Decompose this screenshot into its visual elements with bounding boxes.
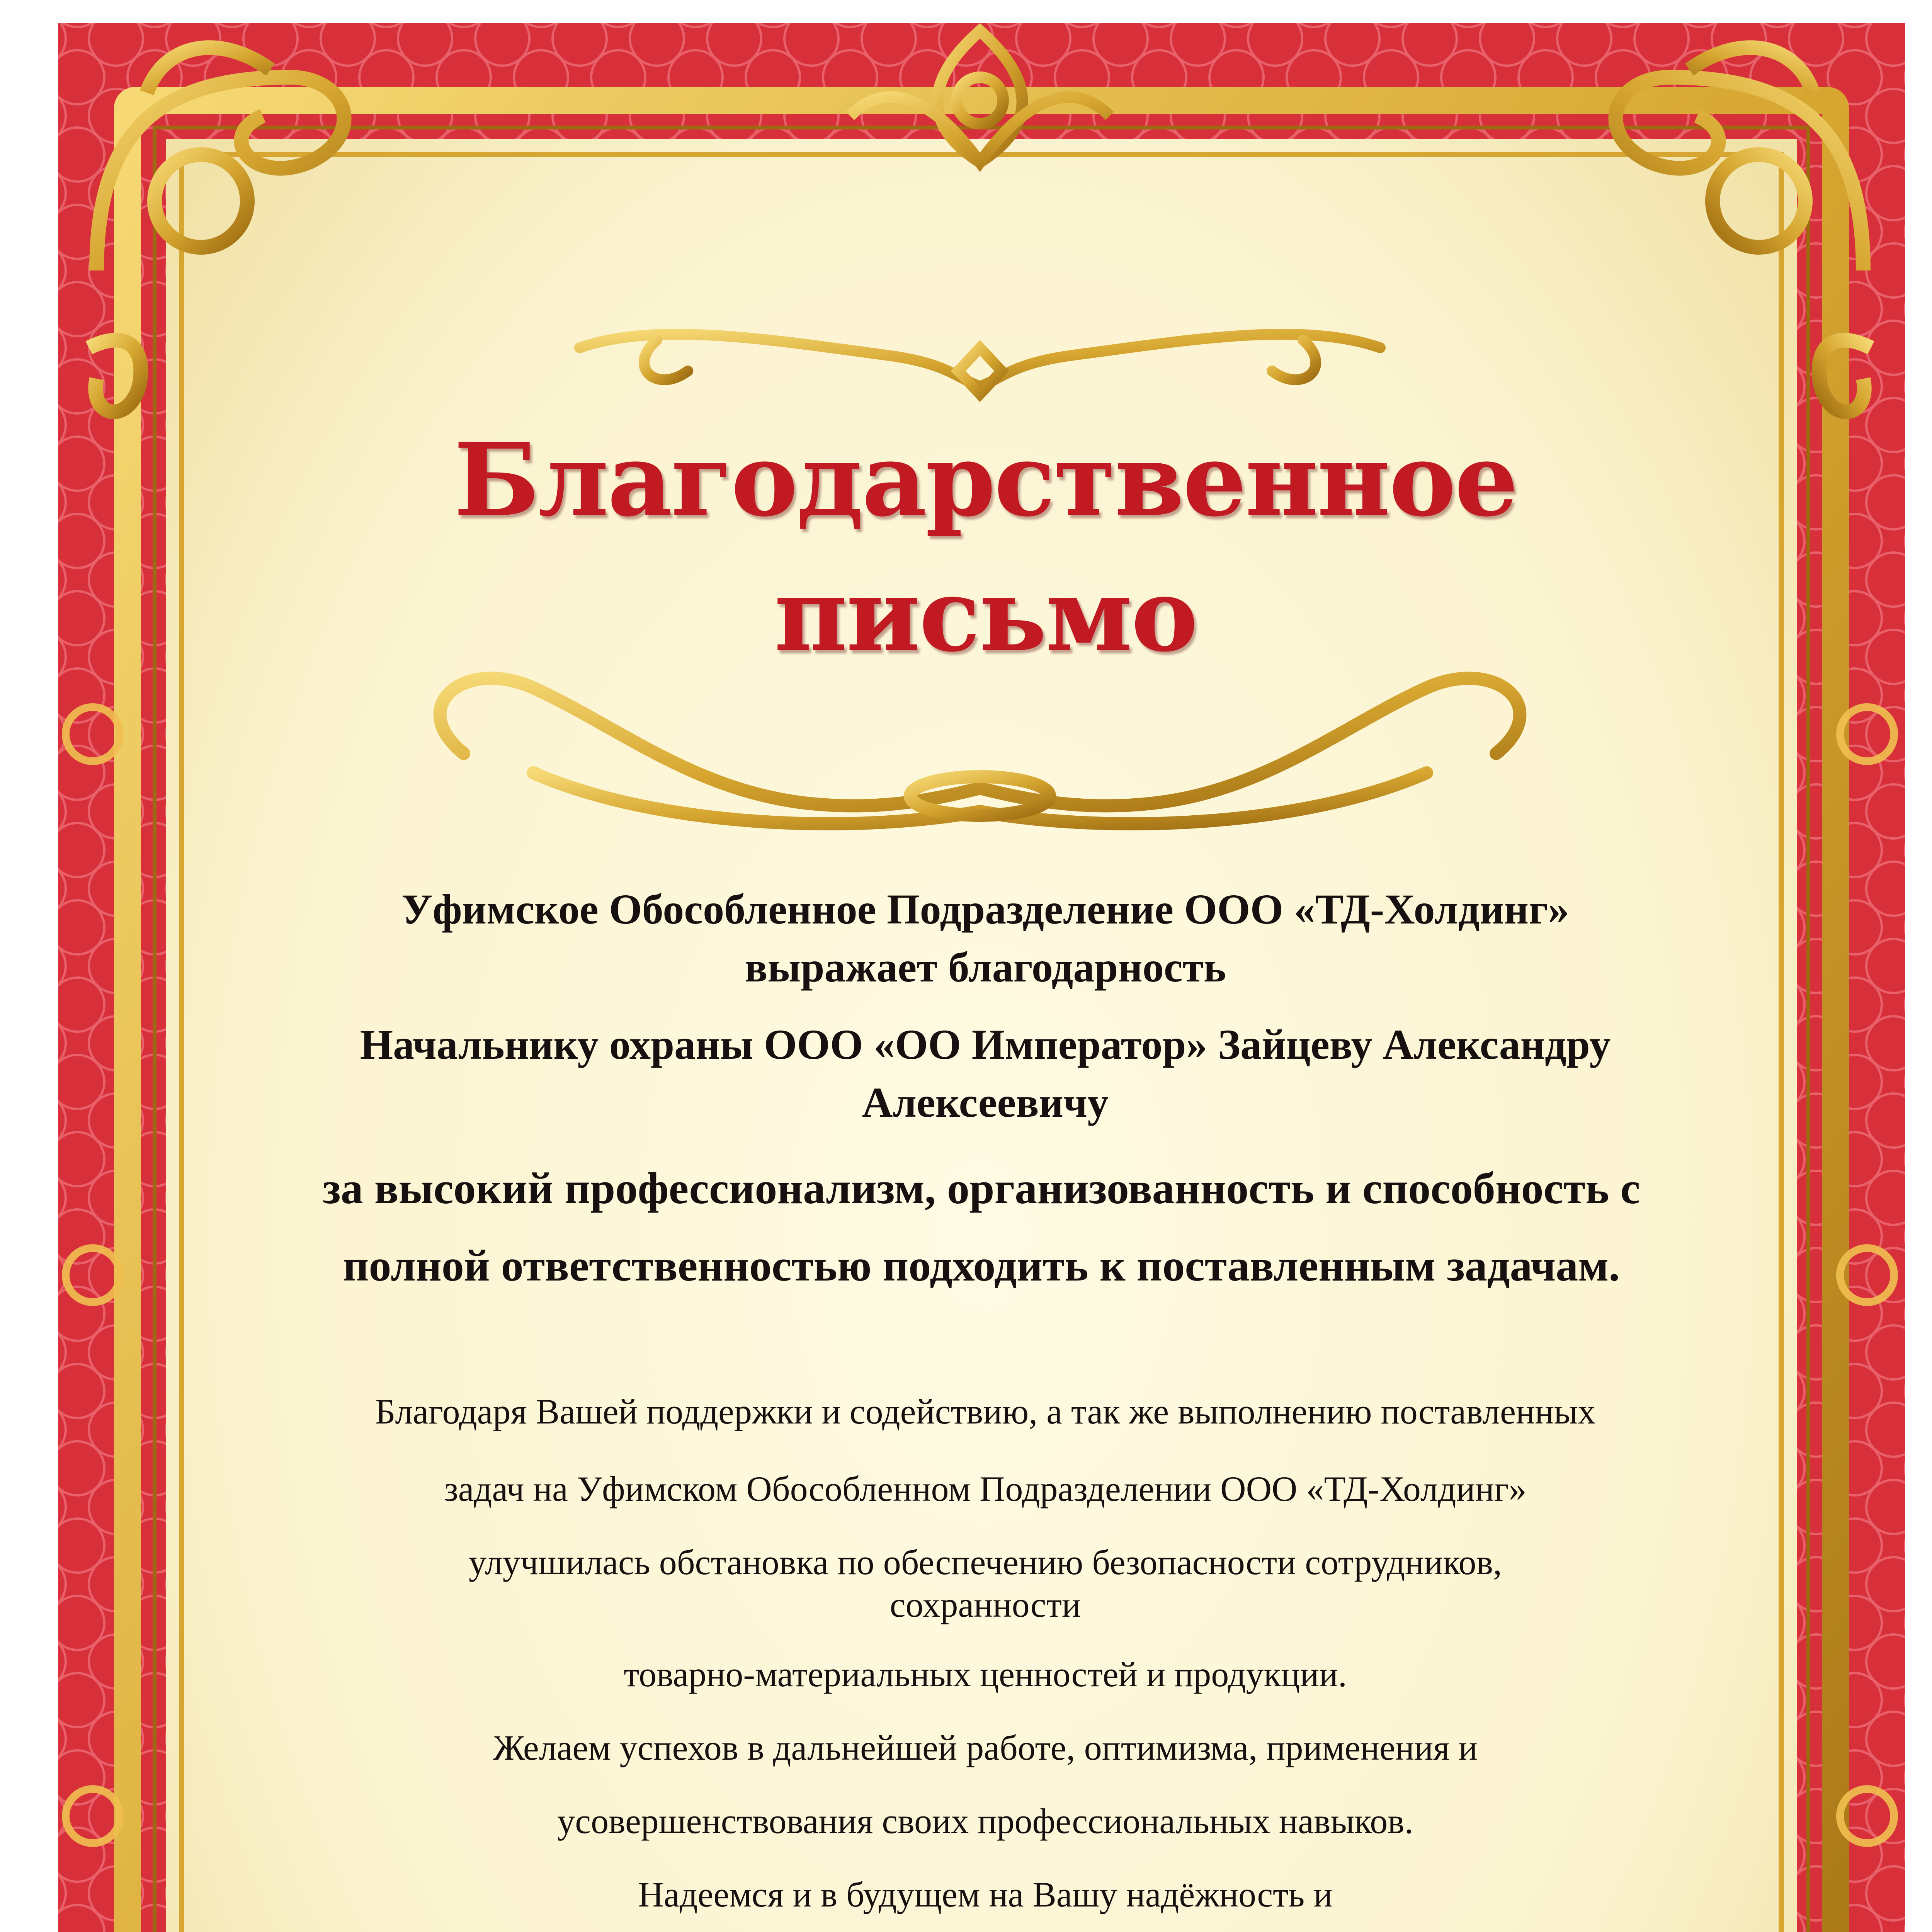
title-line2: письмо — [774, 556, 1197, 674]
recipient-line2: Алексеевичу — [862, 1079, 1109, 1126]
body-line-5: товарно-материальных ценностей и продукции. — [624, 1655, 1347, 1694]
title-line1: Благодарственное — [454, 421, 1517, 539]
recipient-line1: Начальнику охраны ООО «ОО Император» Зайцеву Александру — [360, 1021, 1611, 1068]
reason-line2: полной ответственностью подходить к поставленным задачам. — [343, 1241, 1620, 1291]
body-line-7: усовершенствования своих профессиональных навыков. — [557, 1801, 1413, 1841]
body-line-3: улучшилась обстановка по обеспечению безопасности сотрудников, — [469, 1543, 1502, 1582]
body-line-8: Надеемся и в будущем на Вашу надёжность и — [638, 1875, 1333, 1914]
body-line-1: Благодаря Вашей поддержки и содействию, а так же выполнению поставленных — [375, 1392, 1596, 1431]
body-line-4: сохранности — [889, 1585, 1081, 1624]
expresses-text: выражает благодарность — [745, 944, 1226, 991]
issuer-text: Уфимское Обособленное Подразделение ООО «ТД-Холдинг» — [401, 886, 1570, 933]
body-line-2: задач на Уфимском Обособленном Подразделении ООО «ТД-Холдинг» — [444, 1469, 1527, 1509]
reason-line1: за высокий профессионализм, организованность и способность с — [323, 1164, 1640, 1213]
body-line-6: Желаем успехов в дальнейшей работе, оптимизма, применения и — [493, 1728, 1478, 1767]
